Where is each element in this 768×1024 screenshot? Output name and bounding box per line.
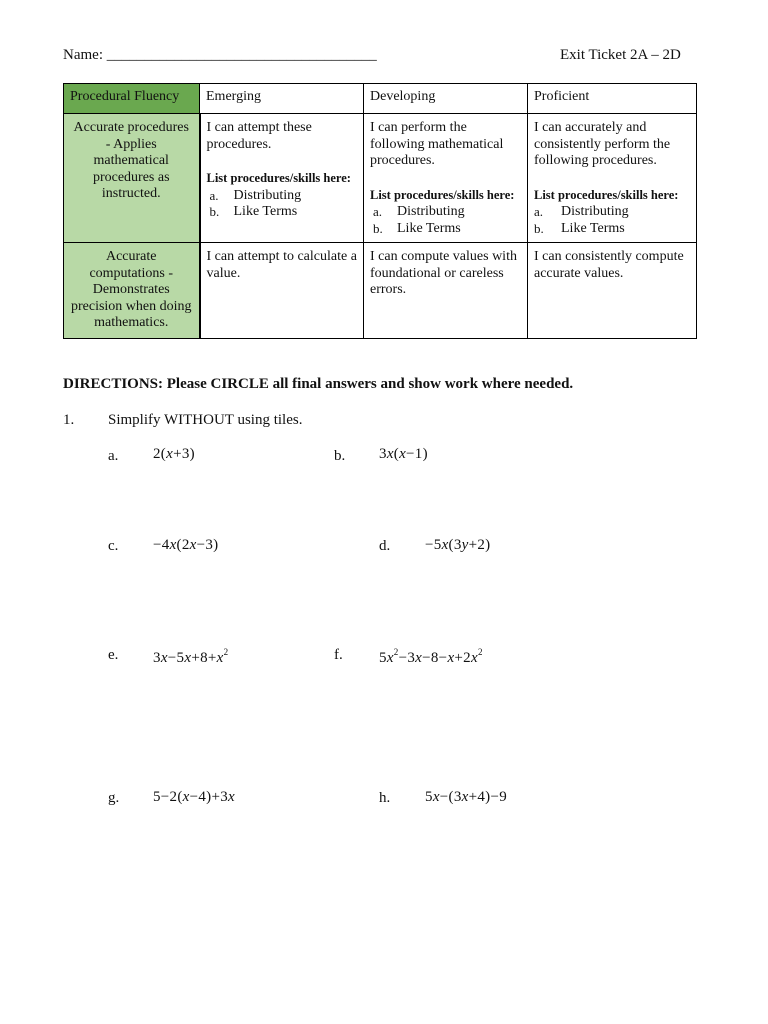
part-label-c: c. — [108, 538, 119, 554]
list-item: a. Distributing — [373, 204, 465, 219]
question-prompt: Simplify WITHOUT using tiles. — [108, 412, 303, 428]
expression-h: 5x−(3x+4)−9 — [425, 789, 508, 805]
part-label-h: h. — [379, 790, 391, 806]
descriptor-text: I can accurately and consistently perform the following procedures. — [534, 120, 671, 168]
directions: DIRECTIONS: Please CIRCLE all final answers and show work where needed. — [63, 376, 574, 392]
list-item: b. Like Terms — [209, 204, 298, 219]
part-label-d: d. — [379, 538, 391, 554]
list-item: a. Distributing — [534, 204, 629, 219]
expression-g: 5−2(x−4)+3x — [153, 789, 236, 805]
skills-list — [370, 204, 521, 237]
ticket-title: Exit Ticket 2A – 2D — [560, 47, 681, 63]
criterion-accurate-computations: Accurate computations - Demonstrates precision when doing mathematics. — [64, 243, 200, 339]
cell-proficient-procedures — [528, 114, 697, 243]
header-developing: Developing — [364, 84, 528, 114]
rubric-table — [63, 83, 697, 339]
part-label-g: g. — [108, 790, 120, 806]
skills-list — [534, 204, 690, 237]
list-label: List procedures/skills here: — [206, 171, 351, 185]
header-procedural-fluency: Procedural Fluency — [64, 84, 200, 114]
list-item: a. Distributing — [209, 187, 302, 203]
cell-developing-procedures — [364, 114, 528, 243]
expression-f: $5x^2-3x-8-x+2x^2$ — [379, 647, 483, 666]
list-label: List procedures/skills here: — [370, 187, 515, 202]
name-field[interactable]: Name: ____________________________________ — [63, 47, 377, 63]
question-number: 1. — [63, 412, 75, 428]
rubric-row-procedures — [64, 114, 697, 243]
header-emerging: Emerging — [200, 84, 364, 114]
expression-c: −4x(2x−3) — [153, 537, 219, 553]
rubric-header-row — [64, 84, 697, 114]
header-proficient: Proficient — [528, 84, 697, 114]
cell-emerging-computations: I can attempt to calculate a value. — [200, 243, 364, 339]
expression-a: 2(x+3) — [153, 446, 195, 462]
descriptor-text: I can perform the following mathematical procedures. — [370, 120, 504, 168]
cell-proficient-computations: I can consistently compute accurate values. — [528, 243, 697, 339]
rubric-row-computations — [64, 243, 697, 339]
list-item: b. Like Terms — [534, 220, 625, 236]
list-label: List procedures/skills here: — [534, 187, 679, 202]
expression-d: −5x(3y+2) — [425, 537, 491, 553]
cell-developing-computations: I can compute values with foundational or careless errors. — [364, 243, 528, 339]
descriptor-text: I can attempt these procedures. — [206, 120, 312, 152]
part-label-e: e. — [108, 647, 119, 663]
part-label-f: f. — [334, 647, 343, 663]
expression-b: 3x(x−1) — [379, 446, 428, 462]
criterion-accurate-procedures: Accurate procedures - Applies mathematical procedures as instructed. — [64, 114, 200, 243]
part-label-a: a. — [108, 448, 119, 464]
cell-emerging-procedures — [200, 114, 364, 243]
list-item: b. Like Terms — [373, 220, 461, 236]
expression-e: $3x-5x+8+x^2$ — [153, 647, 229, 666]
part-label-b: b. — [334, 448, 346, 464]
skills-list — [207, 188, 358, 221]
